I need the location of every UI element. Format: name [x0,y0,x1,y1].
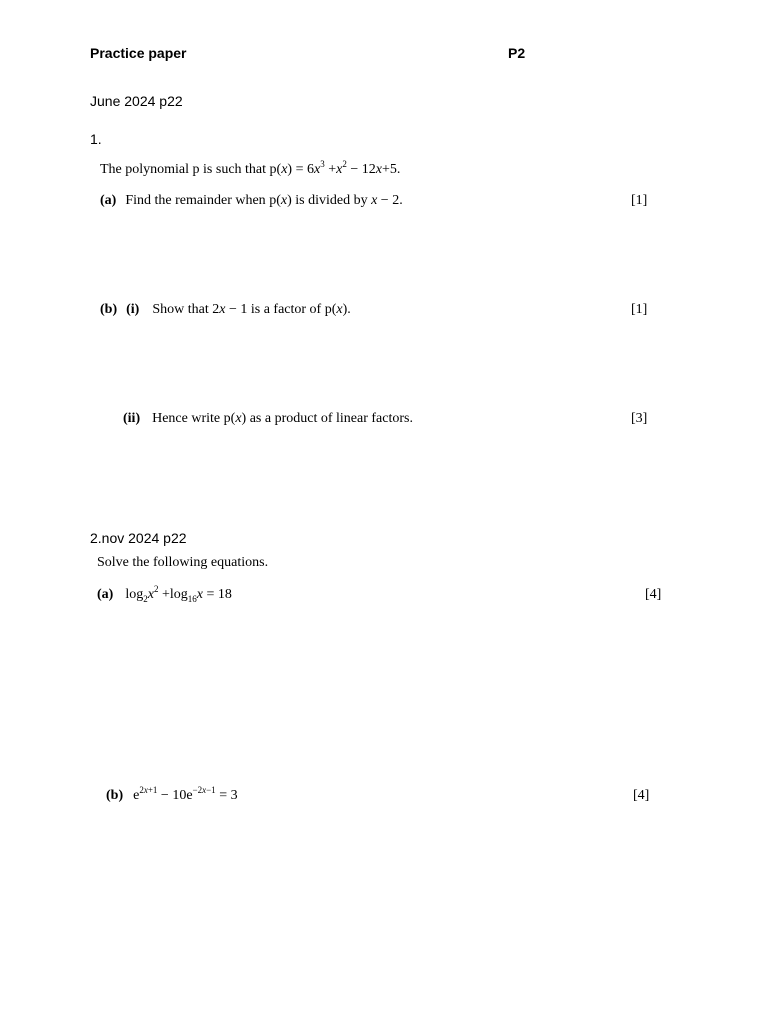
polynomial-name: p(x). [324,302,351,317]
polynomial-equation: $p(x) = 6x^3 +x^2 - 12x+5$. [269,159,401,177]
question-2b [106,785,238,804]
question-2-source: 2.nov 2024 p22 [90,530,187,546]
question-1-source: June 2024 p22 [90,93,183,109]
factor-expression: 2x − 1 [212,302,248,317]
part-b-label: (b) [100,302,118,317]
question-1b-i-text-before: Show that [152,302,213,317]
question-1b-ii-text-after: as a product of linear factors. [246,411,413,426]
subpart-ii-label: (ii) [123,411,141,426]
paper-code: P2 [508,45,526,61]
question-1a-math: p(x) is divided by x − 2. [269,193,403,208]
part-b-label: (b) [106,788,124,803]
question-1b-ii-marks: [3] [631,411,648,426]
question-1b-ii [123,411,413,427]
question-1-stem [100,159,401,178]
question-1b-ii-text-before: Hence write [152,411,224,426]
question-1a-text: Find the remainder when [125,193,270,208]
question-1-stem-text: The polynomial p is such that [100,162,270,177]
question-2b-marks: [4] [633,788,650,803]
question-1a-marks: [1] [631,193,648,208]
paper-title: Practice paper [90,45,187,61]
question-1-number: 1. [90,131,102,147]
question-1b-i-text-after: is a factor of [247,302,325,317]
question-1b-i [100,302,351,318]
part-a-label: (a) [100,193,117,208]
question-2a [97,584,232,604]
exponential-equation: $e^{2x+1} - 10e^{-2x-1} = 3$ [133,785,238,803]
polynomial-name: p(x) [223,411,247,426]
question-2a-marks: [4] [645,587,662,602]
part-a-label: (a) [97,587,114,602]
question-1a [100,193,403,209]
log-equation: $\log_2x^2 +\log_{16}x = 18$ [125,584,232,604]
question-1b-i-marks: [1] [631,302,648,317]
question-2-stem: Solve the following equations. [97,555,269,570]
subpart-i-label: (i) [126,302,140,317]
